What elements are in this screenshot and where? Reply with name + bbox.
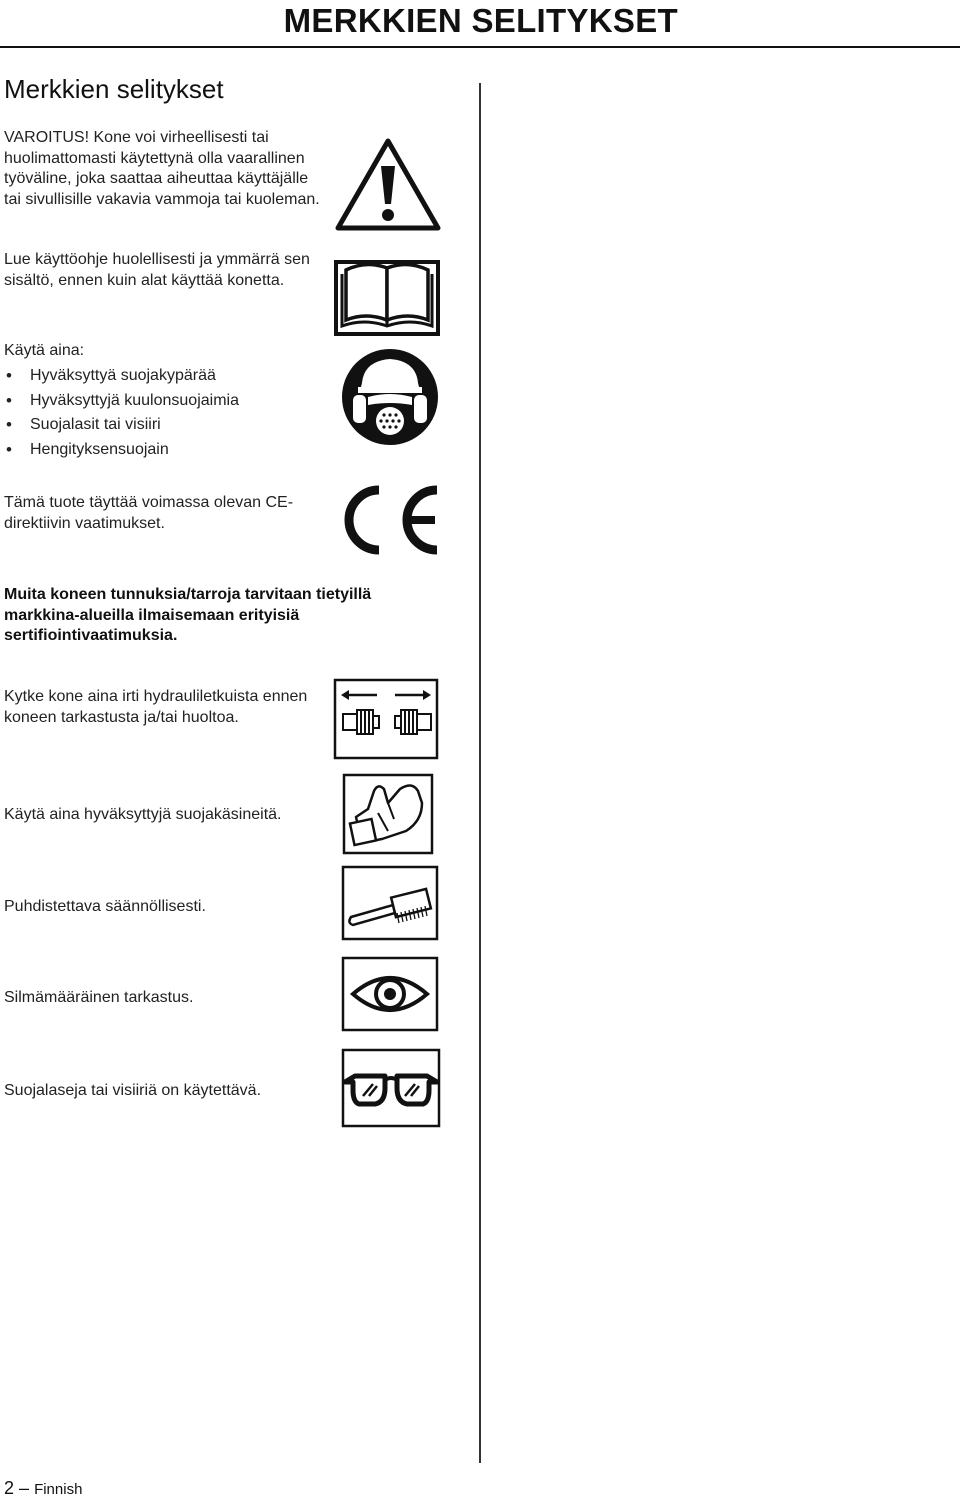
always-use-label: Käytä aina:: [4, 342, 85, 359]
section-title: Merkkien selitykset: [4, 74, 224, 104]
disconnect-text: Kytke kone aina irti hydrauliletkuista ennen koneen tarkastusta ja/tai huoltoa.: [4, 688, 308, 726]
warning-triangle-icon: [333, 136, 443, 234]
glove-icon: [342, 773, 434, 855]
eye-icon: [341, 956, 439, 1032]
read-manual-text: Lue käyttöohje huolellisesti ja ymmärrä sen sisältö, ennen kuin alat käyttää konetta.: [4, 251, 310, 289]
manual-book-icon: [334, 254, 440, 336]
warning-text: VAROITUS! Kone voi virheellisesti tai huolimattomasti käytettynä olla vaarallinen työväline, joka saattaa aiheuttaa käyttäjälle tai sivullisille vakavia vammoja tai kuoleman.: [4, 129, 320, 208]
ppe-head-icon: [340, 347, 440, 447]
markings-text: Muita koneen tunnuksia/tarroja tarvitaan tietyillä markkina-alueilla ilmaisemaan erityisiä sertifiointivaatimuksia.: [4, 586, 372, 644]
glasses-text: Suojalaseja tai visiiriä on käytettävä.: [4, 1082, 262, 1099]
safety-glasses-icon: [341, 1048, 441, 1128]
page-number: 2: [4, 1478, 15, 1498]
header-rule: [0, 46, 960, 48]
clean-text: Puhdistettava säännöllisesti.: [4, 898, 206, 915]
page-footer: [4, 1478, 82, 1499]
footer-dash: –: [19, 1478, 30, 1498]
footer-language: Finnish: [34, 1481, 83, 1498]
list-item: • Hyväksyttyjä kuulonsuojaimia: [4, 389, 239, 414]
list-item: • Hengityksensuojain: [4, 438, 239, 463]
visual-inspection-text: Silmämääräinen tarkastus.: [4, 989, 194, 1006]
gloves-text: Käytä aina hyväksyttyjä suojakäsineitä.: [4, 806, 282, 823]
list-item: • Hyväksyttyä suojakypärää: [4, 364, 239, 389]
list-item: • Suojalasit tai visiiri: [4, 413, 239, 438]
brush-icon: [341, 865, 439, 941]
ppe-list: [4, 364, 239, 462]
hose-disconnect-icon: [333, 678, 439, 760]
page-header-title: MERKKIEN SELITYKSET: [283, 2, 678, 39]
column-divider: [479, 83, 481, 1463]
ce-mark-icon: [333, 482, 443, 558]
ce-text: Tämä tuote täyttää voimassa olevan CE-direktiivin vaatimukset.: [4, 494, 294, 532]
